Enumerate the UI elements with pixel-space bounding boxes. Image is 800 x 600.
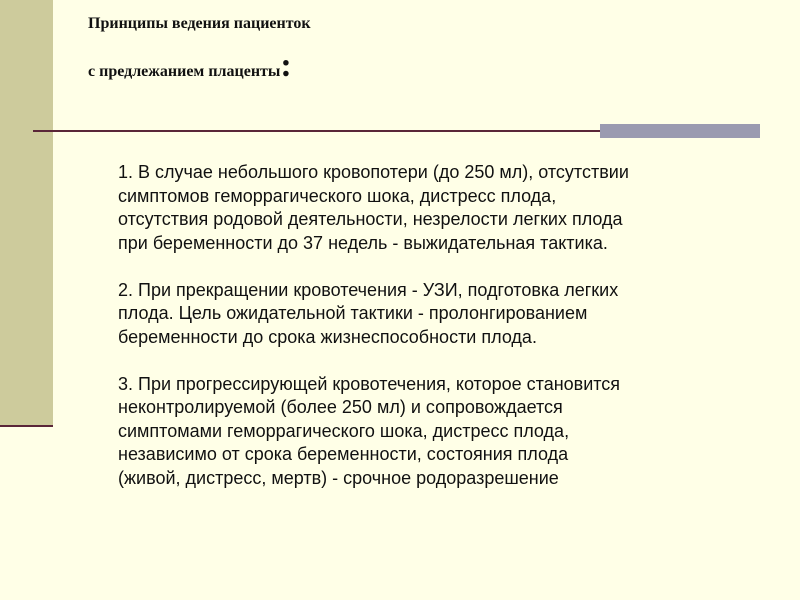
item-3-line-1: 3. При прогрессирующей кровотечения, которое становится	[118, 373, 621, 394]
slide-title	[88, 14, 311, 82]
item-2-line-1: 2. При прекращении кровотечения - УЗИ, подготовка легких	[118, 279, 619, 300]
side-band-cap	[0, 425, 53, 427]
list-item-2	[118, 279, 778, 350]
item-1-line-4: при беременности до 37 недель - выжидательная тактика.	[118, 232, 608, 253]
item-3-line-3: симптомами геморрагического шока, дистресс плода,	[118, 420, 570, 441]
list-item-3	[118, 373, 778, 491]
item-2-line-2: плода. Цель ожидательной тактики - пролонгированием	[118, 303, 588, 323]
title-line-2	[88, 47, 311, 84]
slide-body	[118, 161, 778, 514]
title-divider-accent	[600, 124, 760, 138]
item-2-line-3: беременности до срока жизнеспособности плода.	[118, 326, 537, 347]
item-1-line-2: симптомов геморрагического шока, дистресс плода,	[118, 185, 557, 206]
title-colon: :	[280, 47, 292, 84]
item-1-line-1: 1. В случае небольшого кровопотери (до 250 мл), отсутствии	[118, 162, 629, 182]
item-3-line-5: (живой, дистресс, мертв) - срочное родоразрешение	[118, 467, 559, 488]
side-band	[0, 0, 53, 425]
title-line-1: Принципы ведения пациенток	[88, 15, 311, 32]
item-1-line-3: отсутствия родовой деятельности, незрелости легких плода	[118, 209, 623, 229]
item-3-line-2: неконтролируемой (более 250 мл) и сопровождается	[118, 397, 563, 417]
title-line-2-text: с предлежанием плаценты	[88, 63, 281, 80]
item-3-line-4: независимо от срока беременности, состояния плода	[118, 444, 569, 464]
list-item-1	[118, 161, 778, 255]
